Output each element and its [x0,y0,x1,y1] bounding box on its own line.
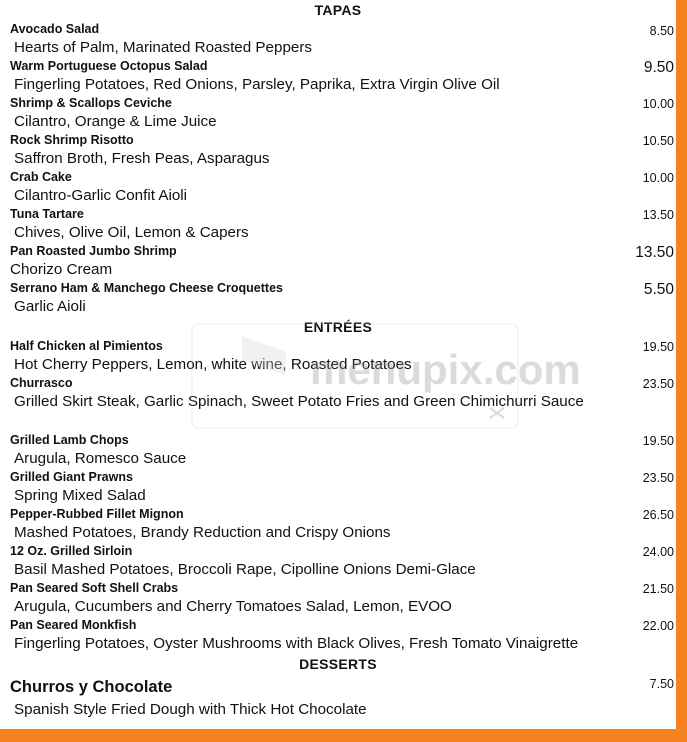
item-description: Cilantro, Orange & Lime Juice [14,113,217,130]
item-description: Hot Cherry Peppers, Lemon, white wine, Roasted Potatoes [14,356,412,373]
menu-item [10,22,676,59]
menu-item [10,207,676,244]
item-name: Churros y Chocolate [10,678,173,696]
menu-item [10,470,676,507]
item-name: Serrano Ham & Manchego Cheese Croquettes [10,281,283,295]
item-description: Grilled Skirt Steak, Garlic Spinach, Sweet Potato Fries and Green Chimichurri Sauce [14,393,584,410]
item-price: 23.50 [642,471,674,485]
item-price: 10.00 [642,97,674,111]
item-name: Grilled Giant Prawns [10,470,133,484]
desserts-heading: DESSERTS [299,656,377,672]
menu-item [10,244,676,281]
menu-item [10,679,676,723]
item-name: Pan Seared Monkfish [10,618,137,632]
menu-item [10,544,676,581]
item-name: Churrasco [10,376,73,390]
watermark-text: menupix.com [310,346,581,393]
menu-item [10,581,676,618]
item-description: Fingerling Potatoes, Oyster Mushrooms with Black Olives, Fresh Tomato Vinaigrette [14,635,579,652]
menu-item [10,507,676,544]
tapas-heading: TAPAS [314,2,362,18]
menu-item [10,433,676,470]
menu-item [10,281,676,318]
menu-item [10,96,676,133]
item-price: 7.50 [649,677,674,691]
item-price: 24.00 [642,545,674,559]
item-description: Chives, Olive Oil, Lemon & Capers [14,224,249,241]
item-description: Cilantro-Garlic Confit Aioli [14,187,188,204]
item-name: Tuna Tartare [10,207,84,221]
item-price: 8.50 [649,24,674,38]
item-price: 10.50 [642,134,674,148]
item-name: Half Chicken al Pimientos [10,339,163,353]
item-description: Spanish Style Fried Dough with Thick Hot Chocolate [14,701,367,718]
entrees-heading: ENTRÉES [303,319,373,335]
item-name: Shrimp & Scallops Ceviche [10,96,172,110]
item-description: Chorizo Cream [10,261,113,278]
menu-item [10,170,676,207]
menu-item [10,339,676,376]
item-name: Avocado Salad [10,22,100,36]
item-name: Rock Shrimp Risotto [10,133,134,147]
item-name: Pepper-Rubbed Fillet Mignon [10,507,184,521]
item-price: 5.50 [643,281,674,298]
menu-item [10,59,676,96]
item-description: Arugula, Cucumbers and Cherry Tomatoes Salad, Lemon, EVOO [14,598,452,615]
item-name: Pan Roasted Jumbo Shrimp [10,244,177,258]
item-price: 9.50 [643,59,674,76]
item-name: Pan Seared Soft Shell Crabs [10,581,179,595]
item-price: 21.50 [642,582,674,596]
item-description: Saffron Broth, Fresh Peas, Asparagus [14,150,270,167]
item-price: 19.50 [642,340,674,354]
item-name: Warm Portuguese Octopus Salad [10,59,208,73]
item-name: Crab Cake [10,170,72,184]
item-description: Spring Mixed Salad [14,487,146,504]
item-price: 22.00 [642,619,674,633]
item-price: 19.50 [642,434,674,448]
item-price: 26.50 [642,508,674,522]
item-description: Hearts of Palm, Marinated Roasted Peppers [14,39,312,56]
item-name: 12 Oz. Grilled Sirloin [10,544,133,558]
item-description: Arugula, Romesco Sauce [14,450,187,467]
item-description: Mashed Potatoes, Brandy Reduction and Crispy Onions [14,524,391,541]
item-price: 13.50 [635,244,674,261]
item-description: Garlic Aioli [14,298,86,315]
bottom-border [0,729,687,742]
item-description: Basil Mashed Potatoes, Broccoli Rape, Cipolline Onions Demi-Glace [14,561,476,578]
item-price: 10.00 [642,171,674,185]
menu-item [10,376,676,433]
item-price: 13.50 [642,208,674,222]
menu-item [10,133,676,170]
item-description: Fingerling Potatoes, Red Onions, Parsley, Paprika, Extra Virgin Olive Oil [14,76,500,93]
menu-item [10,618,676,655]
item-price: 23.50 [642,377,674,391]
item-name: Grilled Lamb Chops [10,433,129,447]
